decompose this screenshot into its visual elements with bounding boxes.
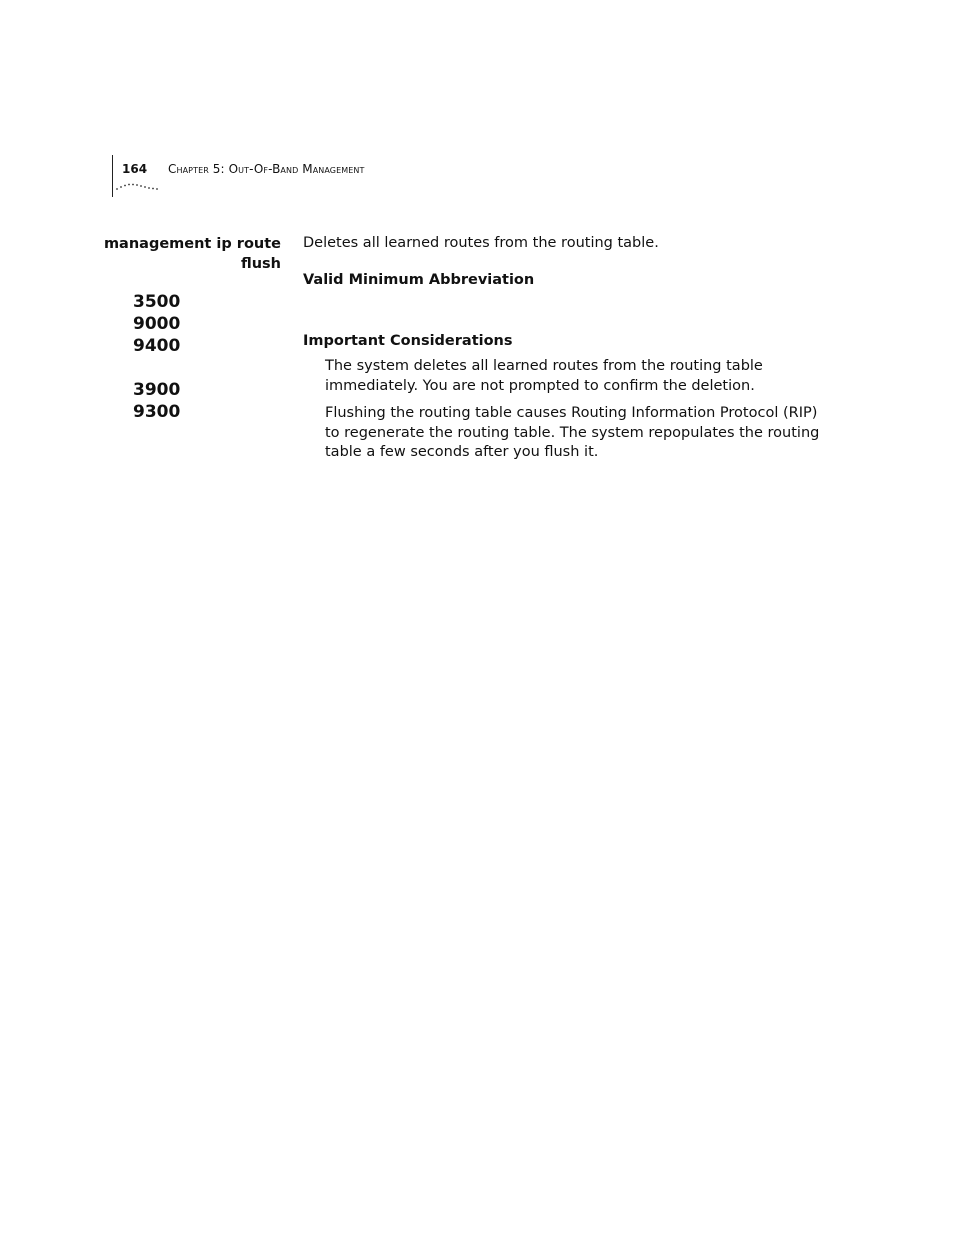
command-title — [100, 234, 281, 274]
header-rule — [112, 155, 113, 197]
command-description: Deletes all learned routes from the routing table. — [303, 235, 659, 251]
consideration-paragraph: Flushing the routing table causes Routing Information Protocol (RIP) to regenerate the routing table. The system repopulates the routing table a few seconds after you flush it. — [325, 405, 820, 460]
platform-item: 9000 — [133, 314, 181, 334]
platform-item: 9300 — [133, 402, 181, 422]
decorative-dots-icon — [115, 181, 159, 191]
platform-gap — [133, 357, 180, 379]
important-considerations-heading: Important Considerations — [303, 333, 513, 349]
platform-item: 3500 — [133, 292, 181, 312]
command-title-line1: management ip route — [103, 236, 281, 252]
page-number: 164 — [122, 162, 148, 176]
command-title-line2: flush — [240, 256, 281, 272]
valid-min-abbrev-heading: Valid Minimum Abbreviation — [303, 272, 535, 288]
page-header — [112, 155, 512, 200]
consideration-paragraph: The system deletes all learned routes from the routing table immediately. You are not prompted to confirm the deletion. — [325, 358, 763, 394]
platform-item: 9400 — [133, 336, 181, 356]
chapter-title: Chapter 5: Out-Of-Band Management — [168, 162, 365, 176]
platform-item: 3900 — [133, 380, 181, 400]
platform-list — [133, 291, 180, 423]
